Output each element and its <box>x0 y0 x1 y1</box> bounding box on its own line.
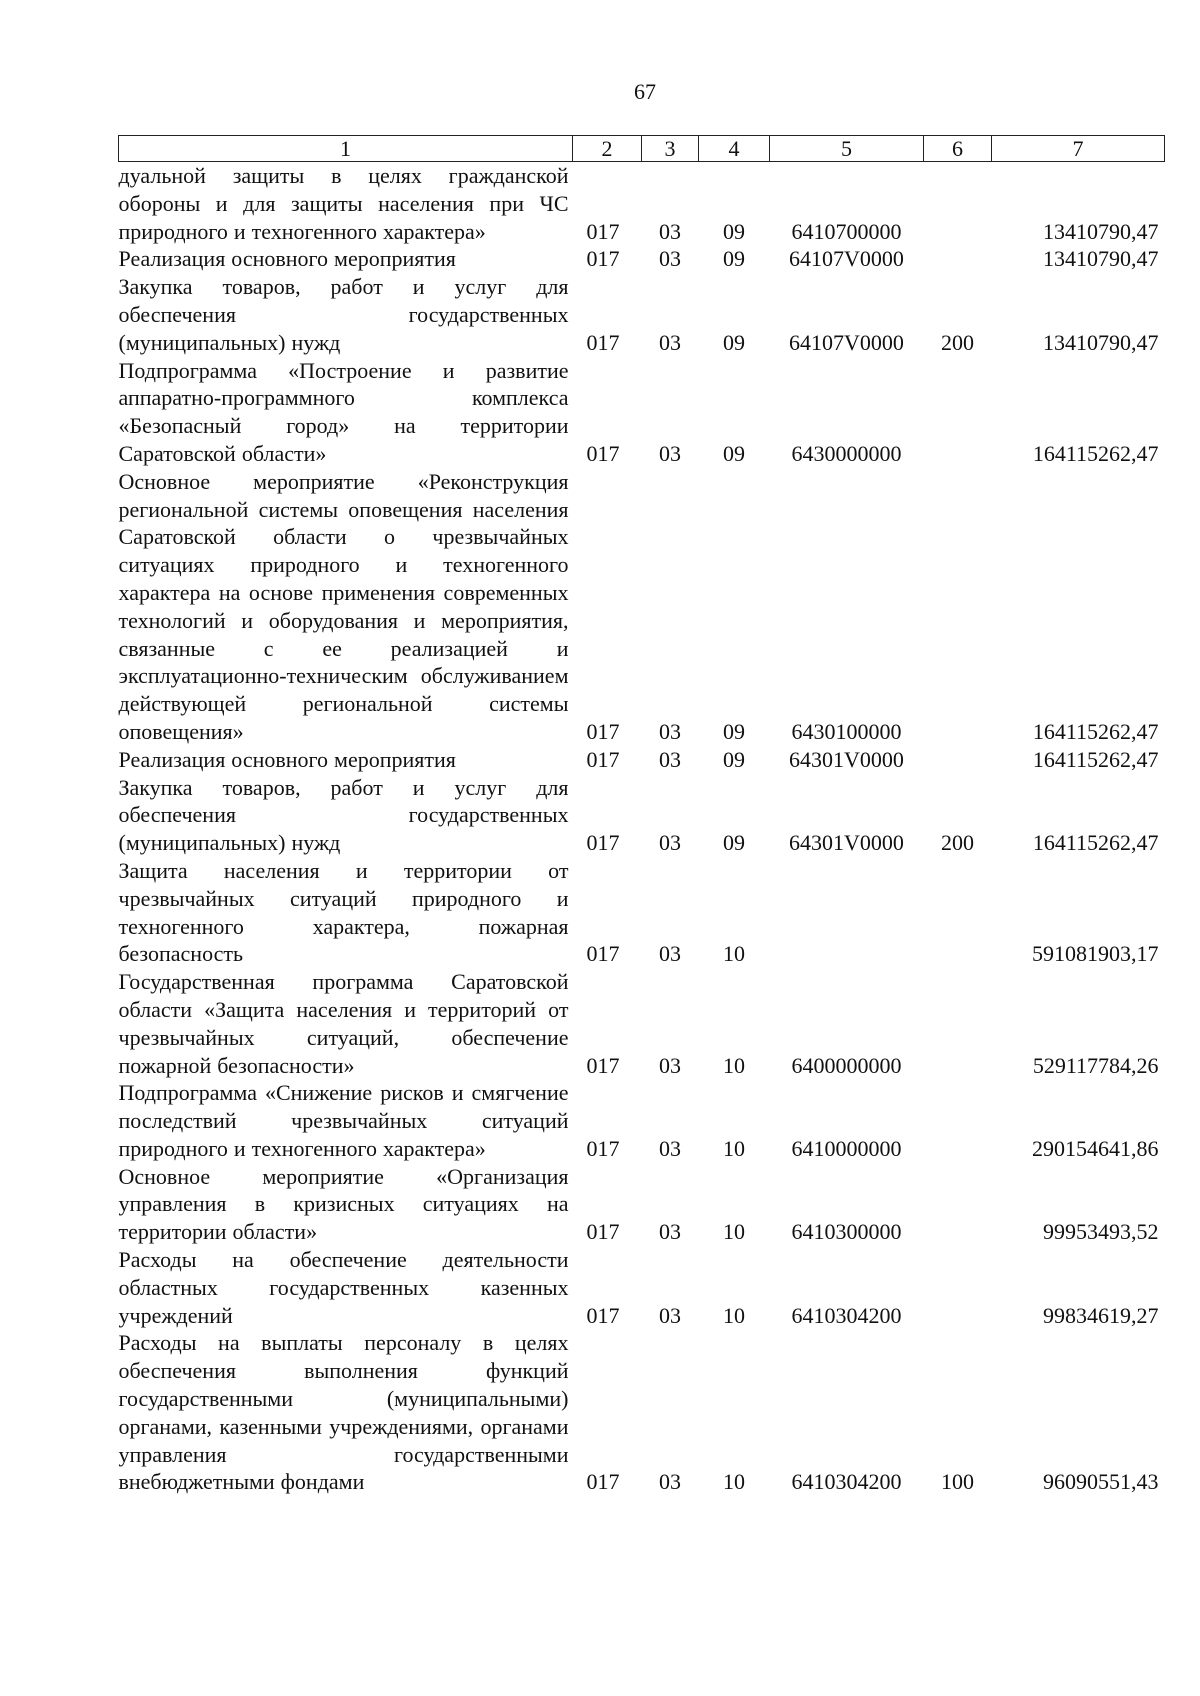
row-section-code: 03 <box>659 440 681 466</box>
row-ministry-code: 017 <box>586 1052 620 1078</box>
table-row <box>119 746 1165 774</box>
row-target-code: 6410304200 <box>791 1302 902 1328</box>
row-target-code: 64107V0000 <box>789 246 904 272</box>
row-expense-type <box>924 968 992 1079</box>
row-amount: 164115262,47 <box>1032 746 1159 772</box>
row-ministry-code: 017 <box>586 329 620 355</box>
row-target-code: 6430000000 <box>791 440 902 466</box>
row-target-code: 64301V0000 <box>789 746 904 772</box>
table-row <box>119 468 1165 746</box>
row-section-code: 03 <box>659 1219 681 1245</box>
table-row <box>119 1079 1165 1162</box>
row-ministry-code: 017 <box>586 1219 620 1245</box>
row-section-code: 03 <box>659 329 681 355</box>
row-name: Основное мероприятие «Организация управления в кризисных ситуациях на территории области» <box>118 1163 569 1245</box>
row-target-code: 6410700000 <box>791 218 902 244</box>
row-section-code: 03 <box>659 1469 681 1495</box>
row-expense-type: 100 <box>941 1469 974 1495</box>
row-amount: 96090551,43 <box>1043 1469 1159 1495</box>
row-expense-type <box>924 357 992 468</box>
row-ministry-code: 017 <box>586 941 620 967</box>
row-amount: 290154641,86 <box>1032 1135 1159 1161</box>
row-amount: 529117784,26 <box>1032 1052 1159 1078</box>
row-target-code: 6410304200 <box>791 1469 902 1495</box>
row-section-code: 03 <box>659 830 681 856</box>
table-row <box>119 1163 1165 1246</box>
row-expense-type <box>924 162 992 246</box>
row-name: Государственная программа Саратовской области «Защита населения и территорий от чрезвычайных ситуаций, обеспечение пожарной безопасности» <box>118 969 569 1078</box>
row-name: Расходы на обеспечение деятельности областных государственных казенных учреждений <box>118 1247 569 1328</box>
row-expense-type: 200 <box>941 830 974 856</box>
table-body <box>119 162 1165 1497</box>
row-ministry-code: 017 <box>586 830 620 856</box>
row-expense-type <box>924 746 992 774</box>
row-subsection-code: 09 <box>723 440 745 466</box>
row-subsection-code: 09 <box>723 329 745 355</box>
row-name: Закупка товаров, работ и услуг для обеспечения государственных (муниципальных) нужд <box>118 274 569 355</box>
row-name: Реализация основного мероприятия <box>118 746 456 772</box>
row-name: дуальной защиты в целях гражданской обороны и для защиты населения при ЧС природного и техногенного характера» <box>118 163 569 244</box>
row-name: Реализация основного мероприятия <box>118 246 456 272</box>
header-col-3: 3 <box>642 136 699 162</box>
row-expense-type <box>924 245 992 273</box>
row-ministry-code: 017 <box>586 718 620 744</box>
table-header <box>119 136 1165 162</box>
header-col-6: 6 <box>924 136 992 162</box>
row-section-code: 03 <box>659 1052 681 1078</box>
row-subsection-code: 09 <box>723 830 745 856</box>
row-section-code: 03 <box>659 718 681 744</box>
row-expense-type <box>924 1079 992 1162</box>
row-amount: 13410790,47 <box>1043 329 1159 355</box>
row-amount: 164115262,47 <box>1032 440 1159 466</box>
header-col-2: 2 <box>573 136 642 162</box>
row-name: Подпрограмма «Снижение рисков и смягчение последствий чрезвычайных ситуаций природного и техногенного характера» <box>118 1080 569 1161</box>
row-target-code <box>770 857 924 968</box>
table-row <box>119 774 1165 857</box>
row-ministry-code: 017 <box>586 746 620 772</box>
row-target-code: 6430100000 <box>791 718 902 744</box>
row-subsection-code: 10 <box>723 1052 745 1078</box>
row-target-code: 6400000000 <box>791 1052 902 1078</box>
row-section-code: 03 <box>659 746 681 772</box>
table-row <box>119 857 1165 968</box>
table-row <box>119 245 1165 273</box>
table-row <box>119 968 1165 1079</box>
row-amount: 164115262,47 <box>1032 718 1159 744</box>
row-section-code: 03 <box>659 218 681 244</box>
page-number: 67 <box>634 79 656 104</box>
row-ministry-code: 017 <box>586 1135 620 1161</box>
table-row <box>119 357 1165 468</box>
row-subsection-code: 09 <box>723 218 745 244</box>
row-amount: 164115262,47 <box>1032 830 1159 856</box>
row-subsection-code: 10 <box>723 1135 745 1161</box>
row-subsection-code: 10 <box>723 1302 745 1328</box>
row-section-code: 03 <box>659 1302 681 1328</box>
row-subsection-code: 10 <box>723 1219 745 1245</box>
row-expense-type: 200 <box>941 329 974 355</box>
row-name: Основное мероприятие «Реконструкция региональной системы оповещения населения Саратовской области о чрезвычайных ситуациях природного и техногенного характера на основе применения современных технологий и оборудования и мероприятия, связанные с ее реализацией и эксплуатационно-техническим обслуживанием действующей региональной системы оповещения» <box>118 468 569 744</box>
budget-table <box>118 135 1165 1496</box>
row-amount: 591081903,17 <box>1032 941 1159 967</box>
table-row <box>119 1246 1165 1329</box>
row-target-code: 6410000000 <box>791 1135 902 1161</box>
header-col-7: 7 <box>992 136 1165 162</box>
header-col-1: 1 <box>119 136 573 162</box>
row-ministry-code: 017 <box>586 246 620 272</box>
row-section-code: 03 <box>659 941 681 967</box>
row-target-code: 6410300000 <box>791 1219 902 1245</box>
row-target-code: 64107V0000 <box>789 329 904 355</box>
row-amount: 13410790,47 <box>1043 218 1159 244</box>
row-subsection-code: 09 <box>723 246 745 272</box>
row-name: Подпрограмма «Построение и развитие аппаратно-программного комплекса «Безопасный город» на территории Саратовской области» <box>118 357 569 466</box>
row-expense-type <box>924 468 992 746</box>
header-col-5: 5 <box>770 136 924 162</box>
table-row <box>119 1329 1165 1496</box>
header-row <box>119 136 1165 162</box>
row-name: Закупка товаров, работ и услуг для обеспечения государственных (муниципальных) нужд <box>118 774 569 856</box>
row-expense-type <box>924 1246 992 1329</box>
table-row <box>119 273 1165 356</box>
row-subsection-code: 09 <box>723 746 745 772</box>
row-amount: 99834619,27 <box>1043 1302 1159 1328</box>
row-subsection-code: 10 <box>723 941 745 967</box>
row-target-code: 64301V0000 <box>789 830 904 856</box>
row-expense-type <box>924 1163 992 1246</box>
row-expense-type <box>924 857 992 968</box>
row-subsection-code: 10 <box>723 1469 745 1495</box>
row-name: Расходы на выплаты персоналу в целях обеспечения выполнения функций государственными (муниципальными) органами, казенными учреждениями, органами управления государственными внебюджетными фондами <box>118 1330 569 1495</box>
row-ministry-code: 017 <box>586 1302 620 1328</box>
row-ministry-code: 017 <box>586 440 620 466</box>
row-ministry-code: 017 <box>586 1469 620 1495</box>
row-section-code: 03 <box>659 1135 681 1161</box>
table-row <box>119 162 1165 246</box>
row-section-code: 03 <box>659 246 681 272</box>
header-col-4: 4 <box>699 136 770 162</box>
row-amount: 99953493,52 <box>1043 1219 1159 1245</box>
row-name: Защита населения и территории от чрезвычайных ситуаций природного и техногенного характера, пожарная безопасность <box>118 857 569 967</box>
row-amount: 13410790,47 <box>1043 246 1159 272</box>
row-subsection-code: 09 <box>723 718 745 744</box>
row-ministry-code: 017 <box>586 218 620 244</box>
